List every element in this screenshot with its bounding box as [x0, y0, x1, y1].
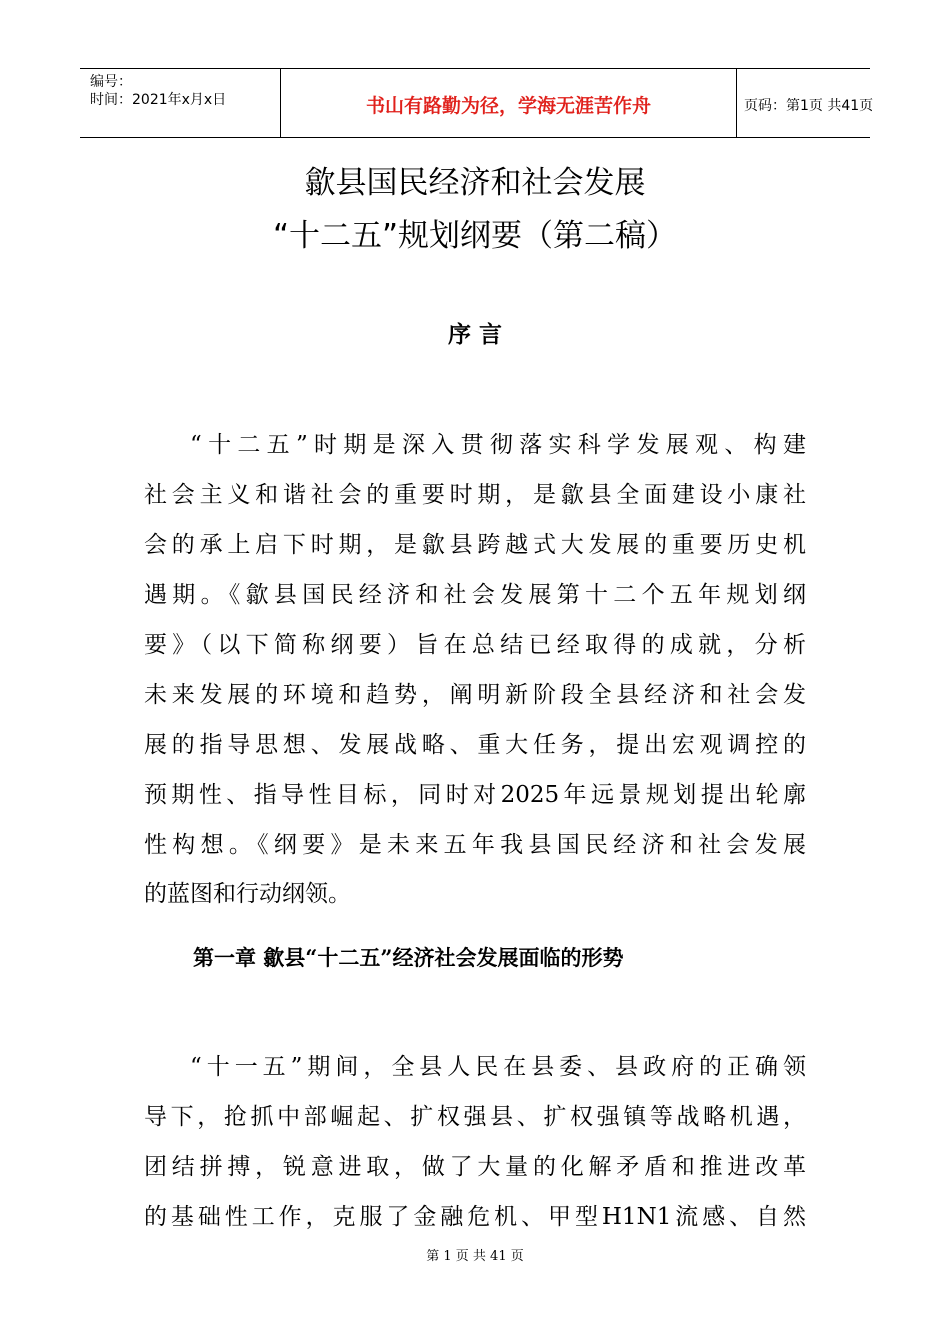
document-title-line-1: 歙县国民经济和社会发展 [304, 165, 646, 201]
preface-paragraph-line: 遇期。《歙县国民经济和社会发展第十二个五年规划纲 [144, 582, 806, 608]
preface-paragraph-line: 要》（以下简称纲要）旨在总结已经取得的成就，分析 [144, 632, 806, 658]
header-motto-cell [280, 69, 737, 137]
preface-paragraph-line: 会的承上启下时期，是歙县跨越式大发展的重要历史机 [144, 532, 806, 558]
preface-paragraph-line: 社会主义和谐社会的重要时期，是歙县全面建设小康社 [144, 482, 806, 508]
preface-paragraph-line: 展的指导思想、发展战略、重大任务，提出宏观调控的 [144, 732, 806, 758]
header-motto: 书山有路勤为径，学海无涯苦作舟 [365, 95, 651, 117]
preface-heading: 序 言 [447, 321, 502, 348]
document-time-label: 时间：2021年x月x日 [90, 92, 227, 108]
page-header [80, 68, 874, 138]
header-meta-cell [80, 69, 280, 137]
page-footer: 第 1 页 共 41 页 [426, 1249, 524, 1264]
chapter-paragraph-line: “十一五”期间，全县人民在县委、县政府的正确领 [190, 1054, 806, 1080]
preface-paragraph-line: 的蓝图和行动纲领。 [144, 881, 351, 907]
chapter-paragraph-line: 的基础性工作，克服了金融危机、甲型H1N1流感、自然 [144, 1204, 806, 1230]
document-number-label: 编号： [90, 74, 132, 90]
header-page-cell [736, 69, 874, 137]
chapter-paragraph-line: 团结拼搏，锐意进取，做了大量的化解矛盾和推进改革 [144, 1154, 806, 1180]
chapter-paragraph-line: 导下，抢抓中部崛起、扩权强县、扩权强镇等战略机遇， [144, 1104, 806, 1130]
preface-paragraph-line: 性构想。《纲要》是未来五年我县国民经济和社会发展 [144, 832, 806, 858]
preface-paragraph-line: 未来发展的环境和趋势，阐明新阶段全县经济和社会发 [144, 682, 806, 708]
document-title-line-2: “十二五”规划纲要（第二稿） [272, 218, 678, 254]
preface-paragraph-line: “十二五”时期是深入贯彻落实科学发展观、构建 [190, 432, 806, 458]
header-page-info: 页码：第1页 共41页 [744, 98, 874, 114]
preface-paragraph-line: 预期性、指导性目标，同时对2025年远景规划提出轮廓 [144, 782, 806, 808]
chapter-heading: 第一章 歙县“十二五”经济社会发展面临的形势 [193, 945, 624, 970]
